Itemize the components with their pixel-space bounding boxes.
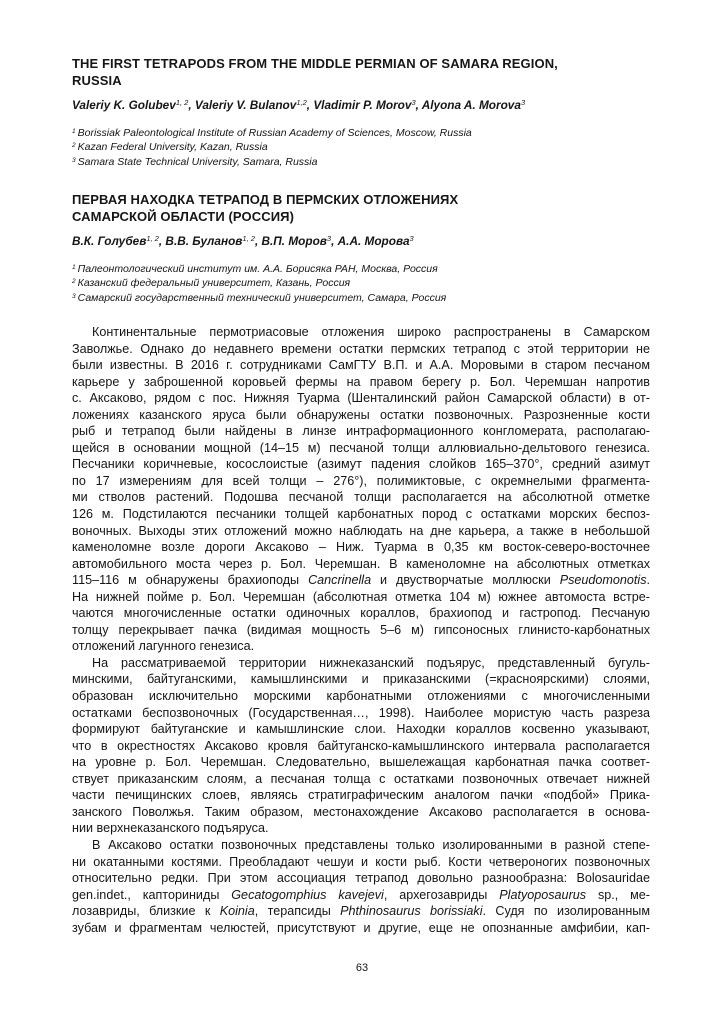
body-line: что в окрестностях Аксаково кровля байтуганско-камышлинского интервала располагается (72, 738, 650, 753)
body-line: В Аксаково остатки позвоночных представлены только изолированными в разной степе- (92, 837, 650, 852)
russian-title (72, 191, 552, 225)
author: В.П. Моров$^3$, (261, 234, 338, 248)
body-line: ствует приказанским слоям, а песчаная толща с остатками позвоночных отвечает нижней (72, 771, 650, 786)
english-title (72, 55, 632, 89)
author: В.К. Голубев$^{1, 2}$, (72, 234, 166, 248)
body-line: ни окатанными костями. Преобладают чешуи и кости рыб. Кости четвероногих позвоночных (72, 854, 650, 869)
body-line: части печищинских слоев, являясь стратиграфическим аналогом пачки «подбой» Прика- (72, 788, 650, 803)
body-line: ми стволов растений. Подошва песчаной толщи располагается на абсолютной отметке (72, 490, 650, 505)
body-line: с. Аксаково, рядом с пос. Нижняя Туарма (Шенталинский район Самарской области) в от- (72, 391, 650, 406)
body-line: на уровне р. Бол. Черемшан. Следовательно, вышележащая карбонатная пачка соответ- (72, 755, 650, 770)
body-line: чаются многочисленные остатки одиночных кораллов, брахиопод и гастропод. Песчаную (72, 606, 650, 621)
author: Vladimir P. Morov$^3$, (313, 98, 422, 112)
body-line: На нижней пойме р. Бол. Черемшан (абсолютная отметка 104 м) южнее автомоста встре- (72, 589, 650, 604)
body-text (72, 324, 650, 936)
title-line: RUSSIA (72, 73, 122, 88)
body-line: На рассматриваемой территории нижнеказанский подъярус, представленный бугуль- (92, 655, 650, 670)
body-line: воночных. Выходы этих отложений можно наблюдать на дне карьера, а также в небольшой (72, 523, 650, 538)
body-line: образован исключительно морскими карбонатными отложениями с многочисленными (72, 689, 650, 704)
affiliation: $^3$ Самарский государственный технический университет, Самара, Россия (72, 291, 447, 304)
body-line: нии верхнеказанского подъяруса. (72, 821, 269, 836)
title-line: THE FIRST TETRAPODS FROM THE MIDDLE PERMIAN OF SAMARA REGION, (72, 56, 558, 71)
english-affiliations (72, 126, 472, 169)
affiliation: $^2$ Kazan Federal University, Kazan, Russia (72, 141, 268, 154)
body-line: щейся в основании мощной (14–15 м) песчаной толщи аллювиально-дельтового генезиса. (72, 440, 650, 455)
body-line: рыб и тетрапод были найдены в линзе интраформационного конгломерата, располагаю- (72, 424, 650, 439)
title-line: САМАРСКОЙ ОБЛАСТИ (РОССИЯ) (72, 209, 295, 224)
body-line: остатками беспозвоночных (Государственная…, 1998). Наиболее мористую часть разреза (72, 705, 650, 720)
russian-authors (72, 234, 414, 248)
body-line: карьере у заброшенной коровьей фермы на правом берегу р. Бол. Черемшан напротив (72, 374, 650, 389)
author: Valeriy K. Golubev$^{1, 2}$, (72, 98, 195, 112)
title-line: ПЕРВАЯ НАХОДКА ТЕТРАПОД В ПЕРМСКИХ ОТЛОЖЕНИЯХ (72, 192, 459, 207)
body-line: были известны. В 2016 г. сотрудниками СамГТУ В.П. и А.А. Моровыми в старом песчаном (72, 358, 650, 373)
body-line: gen.indet., капториниды Gecatogomphius kavejevi, архегозавриды Platyoposaurus sp., ме- (72, 887, 650, 902)
author: Alyona A. Morova$^3$ (421, 98, 526, 112)
affiliation: $^1$ Borissiak Paleontological Institute of Russian Academy of Sciences, Moscow, Russia (72, 127, 472, 139)
body-line: автомобильного моста через р. Бол. Черемшан. В каменоломне на абсолютных отметках (72, 556, 650, 571)
body-line: ложениях казанского яруса были обнаружены остатки позвоночных. Разрозненные кости (72, 407, 650, 422)
body-line: по 17 измерениям для всей толщи – 276°), полимиктовые, с окремнелыми фрагмента- (72, 473, 650, 488)
body-line: каменоломне возле дороги Аксаково – Ниж. Туарма в 0,35 км восток-северо-восточнее (72, 540, 650, 555)
body-line: относительно редки. При этом ассоциация тетрапод довольно разнообразна: Bolosauridae (72, 871, 650, 886)
affiliation: $^1$ Палеонтологический институт им. А.А. Борисяка РАН, Москва, Россия (72, 263, 438, 275)
body-line: лозавриды, близкие к Koinia, терапсиды Phthinosaurus borissiaki. Судя по изолированным (72, 904, 650, 919)
body-line: 126 м. Подстилаются песчаники толщей карбонатных пород с остатками морских беспоз- (72, 507, 650, 522)
body-line: толщу перекрывает пачка (видимая мощность 5–6 м) гипсоносных глинисто-карбонатных (72, 622, 650, 637)
author: Valeriy V. Bulanov$^{1,2}$, (194, 98, 314, 112)
body-line: занского Поволжья. Таким образом, местонахождение Аксаково располагается в основа- (72, 804, 650, 819)
author: А.А. Морова$^3$ (337, 234, 414, 248)
body-line: Заволжье. Однако до недавнего времени остатки пермских тетрапод с этой территории не (72, 341, 650, 356)
body-line: Континентальные пермотриасовые отложения широко распространены в Самарском (92, 325, 650, 339)
body-line: минскими, байтуганскими, камышлинскими и приказанскими (=красноярскими) слоями, (72, 672, 650, 687)
body-line: формируют байтуганские и камышлинские слои. Находки кораллов косвенно указывают, (72, 722, 650, 737)
english-authors (72, 98, 525, 112)
author: В.В. Буланов$^{1, 2}$, (165, 234, 262, 248)
affiliation: $^3$ Samara State Technical University, Samara, Russia (72, 155, 318, 168)
body-line: Песчаники коричневые, косослоистые (азимут падения слойков 165–370°, средний азимут (72, 457, 650, 472)
body-line: зубам и фрагментам челюстей, присутствуют и другие, еще не опознанные амфибии, кап- (72, 920, 650, 935)
russian-affiliations (72, 262, 446, 305)
body-line: 115–116 м обнаружены брахиоподы Cancrinella и двустворчатые моллюски Pseudomonotis. (72, 573, 651, 588)
affiliation: $^2$ Казанский федеральный университет, Казань, Россия (72, 277, 351, 290)
body-line: отложений лагунного генезиса. (72, 639, 255, 654)
page-number: 63 (355, 962, 369, 974)
